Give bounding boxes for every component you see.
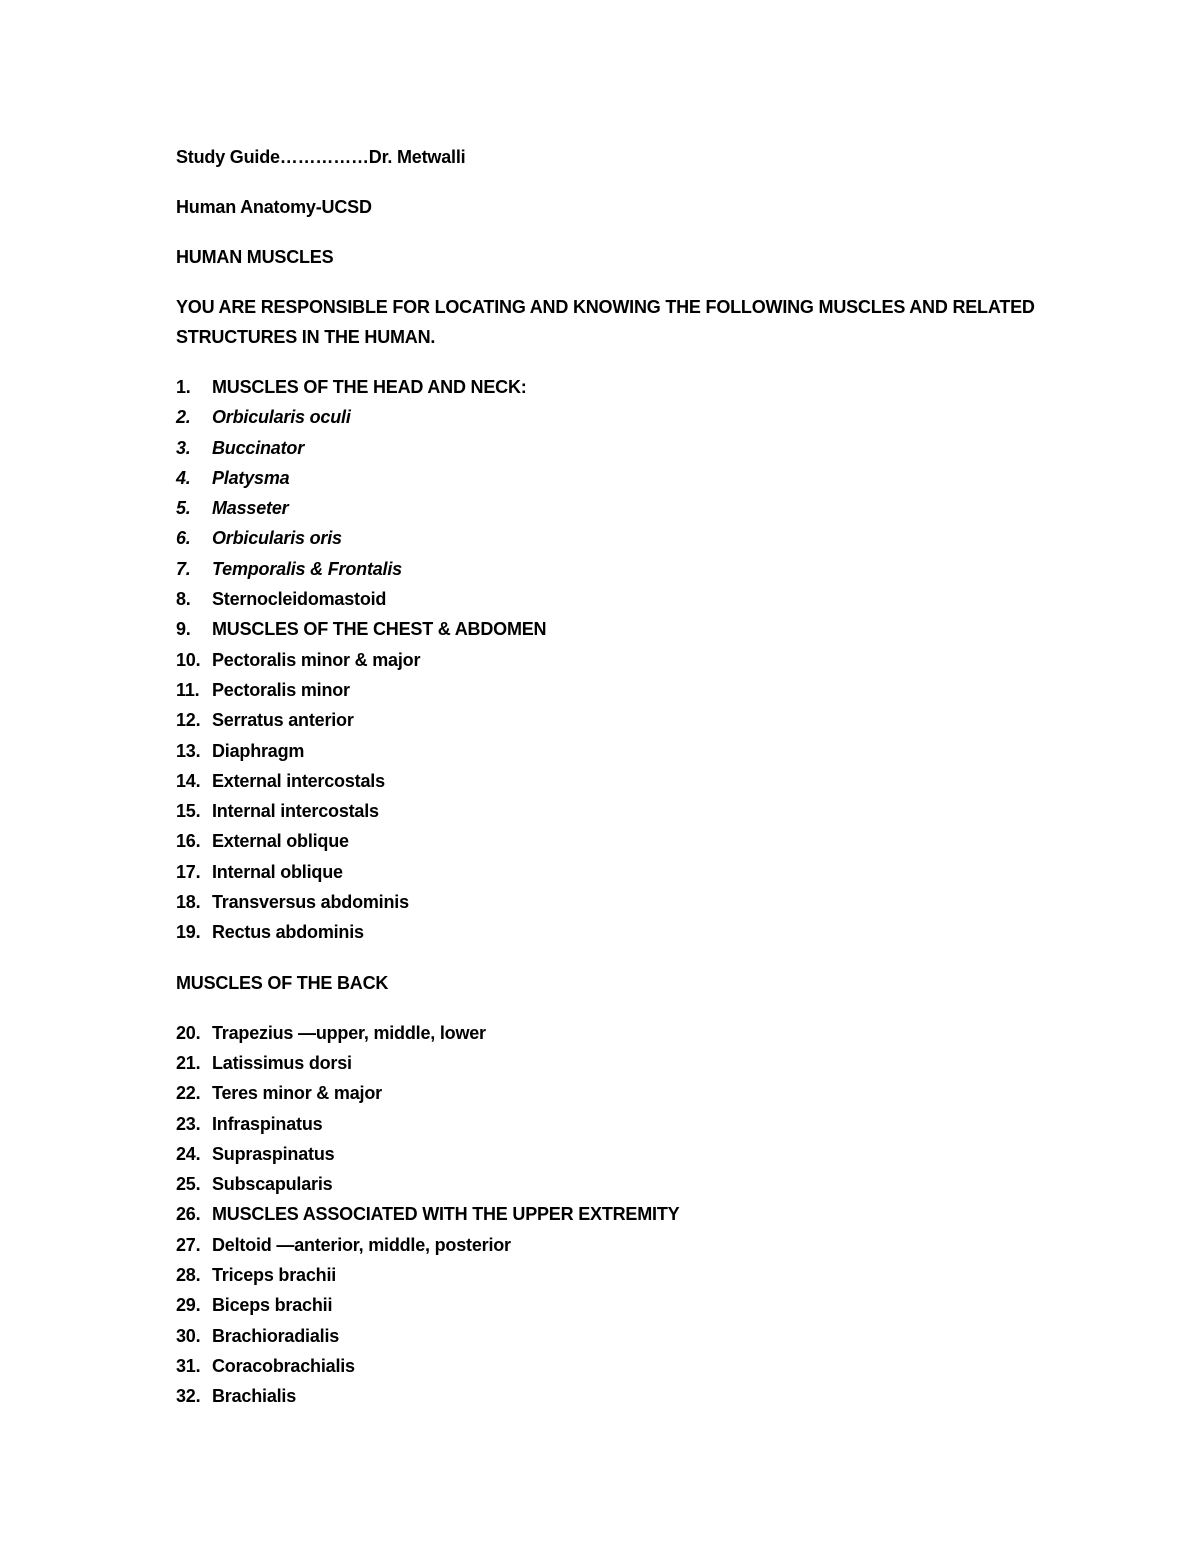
list-item-text: MUSCLES ASSOCIATED WITH THE UPPER EXTREMITY: [212, 1204, 680, 1225]
list-item-number: 20.: [176, 1022, 201, 1043]
list-item: [176, 554, 1056, 584]
list-item: [176, 493, 1056, 523]
list-item-number: 23.: [176, 1113, 201, 1134]
list-item: [176, 1199, 1056, 1229]
list-item-text: Trapezius —upper, middle, lower: [212, 1022, 486, 1043]
list-item-number: 13.: [176, 740, 201, 761]
list-item: [176, 1321, 1056, 1351]
list-item-number: 19.: [176, 922, 201, 943]
list-item: [176, 1048, 1056, 1078]
muscle-list-2: [176, 1018, 1056, 1412]
list-item: [176, 887, 1056, 917]
list-item-number: 7.: [176, 558, 191, 579]
list-item-text: Coracobrachialis: [212, 1355, 355, 1376]
list-item: [176, 614, 1056, 644]
list-item-number: 28.: [176, 1265, 201, 1286]
list-item: [176, 917, 1056, 947]
instruction-line-2: STRUCTURES IN THE HUMAN.: [176, 327, 436, 347]
list-item: [176, 705, 1056, 735]
list-item-number: 12.: [176, 710, 201, 731]
list-item-number: 22.: [176, 1083, 201, 1104]
list-item-number: 3.: [176, 437, 191, 458]
list-item: [176, 857, 1056, 887]
list-item-number: 5.: [176, 498, 191, 519]
list-item-text: Serratus anterior: [212, 710, 354, 731]
list-item-number: 32.: [176, 1386, 201, 1407]
list-item-number: 27.: [176, 1234, 201, 1255]
list-item-text: Sternocleidomastoid: [212, 589, 387, 610]
list-item-text: Pectoralis minor & major: [212, 649, 421, 670]
list-item-text: Rectus abdominis: [212, 922, 364, 943]
list-item: [176, 463, 1056, 493]
list-item-text: MUSCLES OF THE HEAD AND NECK:: [212, 377, 527, 397]
list-item-text: Platysma: [212, 467, 290, 488]
list-item: [176, 826, 1056, 856]
list-item: [176, 402, 1056, 432]
list-item-number: 6.: [176, 528, 191, 549]
list-item: [176, 1018, 1056, 1048]
list-item-text: Brachioradialis: [212, 1325, 340, 1346]
list-item: [176, 1351, 1056, 1381]
list-item-number: 31.: [176, 1355, 201, 1376]
list-item-number: 24.: [176, 1143, 201, 1164]
list-item-number: 1.: [176, 377, 191, 397]
list-item-number: 21.: [176, 1052, 201, 1073]
list-item: [176, 584, 1056, 614]
list-item-text: Teres minor & major: [212, 1083, 382, 1104]
list-item: [176, 1169, 1056, 1199]
list-item: [176, 675, 1056, 705]
list-item-text: External intercostals: [212, 770, 385, 791]
course-line: Human Anatomy-UCSD: [176, 197, 372, 217]
list-item-number: 26.: [176, 1204, 201, 1225]
list-item-number: 14.: [176, 770, 201, 791]
study-guide-line: Study Guide……………Dr. Metwalli: [176, 147, 466, 167]
list-item-text: Internal oblique: [212, 861, 343, 882]
list-item-text: Temporalis & Frontalis: [212, 558, 402, 579]
list-item: [176, 433, 1056, 463]
list-item: [176, 1109, 1056, 1139]
list-item: [176, 372, 1056, 402]
document-content: [176, 142, 1056, 1412]
list-item-number: 16.: [176, 831, 201, 852]
list-item-text: Diaphragm: [212, 740, 305, 761]
list-item: [176, 1381, 1056, 1411]
list-item-number: 9.: [176, 619, 191, 640]
list-item-text: Orbicularis oculi: [212, 407, 351, 428]
list-item-text: Transversus abdominis: [212, 892, 409, 913]
list-item-number: 17.: [176, 861, 201, 882]
list-item-text: Supraspinatus: [212, 1143, 335, 1164]
list-item-number: 10.: [176, 649, 201, 670]
list-item-number: 18.: [176, 892, 201, 913]
muscle-list-1: [176, 372, 1056, 948]
list-item: [176, 645, 1056, 675]
list-item-text: Latissimus dorsi: [212, 1052, 352, 1073]
list-item-text: MUSCLES OF THE CHEST & ABDOMEN: [212, 619, 547, 640]
instruction-line-1: YOU ARE RESPONSIBLE FOR LOCATING AND KNOWING THE FOLLOWING MUSCLES AND RELATED: [176, 297, 1035, 317]
list-item: [176, 766, 1056, 796]
document-title: HUMAN MUSCLES: [176, 247, 334, 267]
list-item-text: Pectoralis minor: [212, 679, 350, 700]
list-item: [176, 1139, 1056, 1169]
list-item-text: Subscapularis: [212, 1174, 333, 1195]
list-item-text: External oblique: [212, 831, 349, 852]
list-item: [176, 1078, 1056, 1108]
list-item: [176, 523, 1056, 553]
list-item: [176, 736, 1056, 766]
list-item: [176, 1290, 1056, 1320]
list-item-number: 30.: [176, 1325, 201, 1346]
list-item-text: Orbicularis oris: [212, 528, 342, 549]
list-item-text: Internal intercostals: [212, 801, 379, 822]
list-item-number: 15.: [176, 801, 201, 822]
list-item-number: 4.: [176, 467, 191, 488]
list-item-text: Infraspinatus: [212, 1113, 323, 1134]
list-item-number: 11.: [176, 679, 200, 700]
list-item-text: Masseter: [212, 498, 289, 519]
list-item-text: Buccinator: [212, 437, 305, 458]
list-item: [176, 1230, 1056, 1260]
list-item: [176, 1260, 1056, 1290]
list-item-number: 2.: [176, 407, 191, 428]
list-item-number: 29.: [176, 1295, 201, 1316]
list-item-number: 8.: [176, 589, 191, 610]
list-item-text: Biceps brachii: [212, 1295, 333, 1316]
list-item-text: Triceps brachii: [212, 1265, 337, 1286]
section-heading-back: MUSCLES OF THE BACK: [176, 972, 389, 993]
list-item-text: Deltoid —anterior, middle, posterior: [212, 1234, 511, 1255]
list-item-text: Brachialis: [212, 1386, 297, 1407]
list-item-number: 25.: [176, 1174, 201, 1195]
list-item: [176, 796, 1056, 826]
